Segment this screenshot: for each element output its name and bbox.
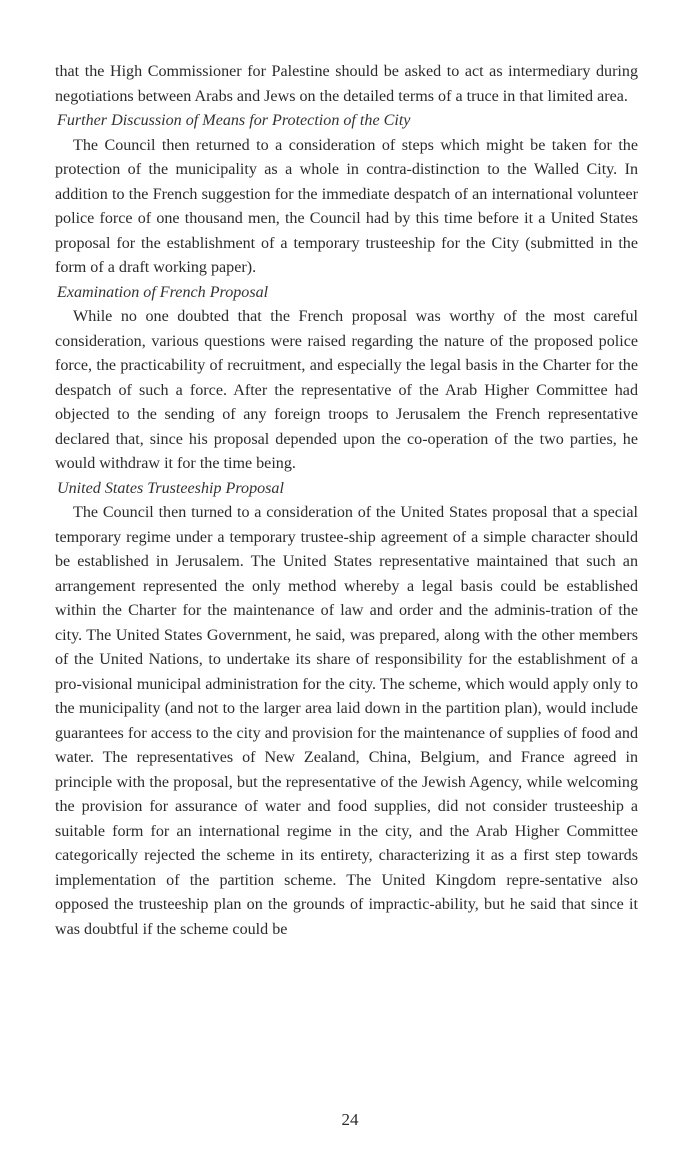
- opening-paragraph: that the High Commissioner for Palestine should be asked to act as intermediary during negotiations between Arabs and Jews on the detailed terms of a truce in that limited area.: [55, 63, 638, 105]
- page-number: 24: [341, 1110, 359, 1129]
- section-heading-protection: Further Discussion of Means for Protection of the City: [57, 112, 411, 129]
- document-page: [55, 60, 638, 942]
- section-heading-trusteeship: United States Trusteeship Proposal: [57, 479, 284, 497]
- section-body-trusteeship: The Council then turned to a consideration of the United States proposal that a special temporary regime under a temporary trustee-ship agreement of a simple character should be established in Jerusalem. The United States representative maintained that such an arrangement represented the only method whereby a legal basis could be established within the Charter for the maintenance of law and order and the adminis-tration of the city. The United States Government, he said, was prepared, along with the other members of the United Nations, to undertake its share of responsibility for the establishment of a pro-visional municipal administration for the city. The scheme, which would apply only to the municipality (and not to the larger area laid down in the partition plan), would include guarantees for access to the city and provision for the maintenance of supplies of food and water. The representatives of New Zealand, China, Belgium, and France agreed in principle with the proposal, but the representative of the Jewish Agency, while welcoming the provision for assurance of water and food supplies, did not consider trusteeship a suitable form for an international regime in the city, and the Arab Higher Committee categorically rejected the scheme in its entirety, characterizing it as a first step towards implementation of the partition scheme. The United Kingdom repre-sentative also opposed the trusteeship plan on the grounds of impractic-ability, but he said that since it was doubtful if the scheme could be: [55, 504, 638, 938]
- section-body-protection: The Council then returned to a consideration of steps which might be taken for the protection of the municipality as a whole in contra-distinction to the Walled City. In addition to the French suggestion for the immediate despatch of an international volunteer police force of one thousand men, the Council had by this time before it a United States proposal for the establishment of a temporary trusteeship for the City (submitted in the form of a draft working paper).: [55, 136, 638, 276]
- section-heading-french-proposal: Examination of French Proposal: [57, 283, 269, 301]
- section-body-french-proposal: While no one doubted that the French proposal was worthy of the most careful consideration, various questions were raised regarding the nature of the proposed police force, the practicability of recruitment, and especially the legal basis in the Charter for the despatch of such a force. After the representative of the Arab Higher Committee had objected to the sending of any foreign troops to Jerusalem the French representative declared that, since his proposal depended upon the co-operation of the two parties, he would withdraw it for the time being.: [55, 308, 638, 472]
